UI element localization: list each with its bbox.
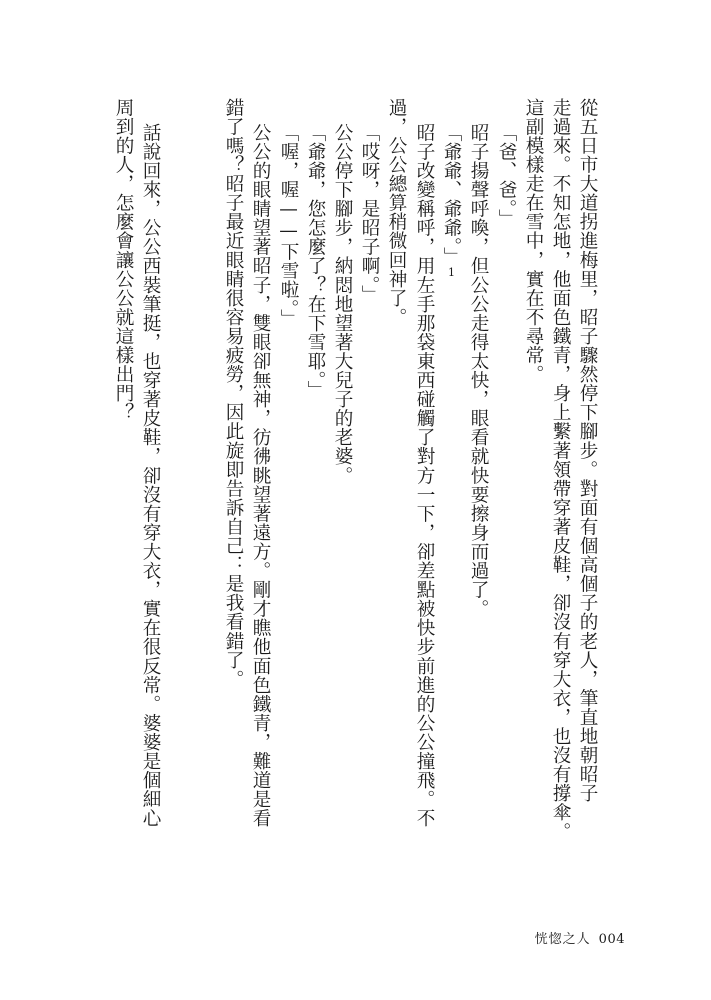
text-column-15: 話說回來，公公西裝筆挺，也穿著皮鞋，卻沒有穿大衣，實在很反常。婆婆是個細心 bbox=[140, 123, 161, 828]
text-column-14: 錯了嗎？昭子最近眼睛很容易疲勞，因此旋即告訴自己：是我看錯了。 bbox=[223, 98, 244, 689]
text-column-8: 過，公公總算稍微回神了。 bbox=[386, 98, 407, 327]
footnote-mark: 1 bbox=[445, 266, 458, 280]
text-column-2: 走過來。不知怎地，他面色鐵青，身上繫著領帶穿著皮鞋，卻沒有穿大衣，也沒有撐傘。 bbox=[550, 98, 571, 841]
text-column-4: 「爸、爸。」 bbox=[496, 123, 517, 228]
text-column-1: 從五日市大道拐進梅里，昭子驟然停下腳步。對面有個高個子的老人，筆直地朝昭子 bbox=[577, 98, 598, 803]
page-footer bbox=[535, 928, 625, 947]
text-column-12: 「喔，喔——下雪啦。」 bbox=[278, 123, 299, 329]
text-column-16: 周到的人，怎麼會讓公公就這樣出門？ bbox=[113, 98, 134, 422]
page-number: 004 bbox=[598, 932, 625, 947]
text-column-5: 昭子揚聲呼喚，但公公走得太快，眼看就快要擦身而過了。 bbox=[468, 123, 489, 619]
text-column-9: 「哎呀，是昭子啊。」 bbox=[359, 123, 380, 305]
text-column-6-text: 「爺爺、爺爺。」 bbox=[441, 123, 462, 267]
text-column-7: 昭子改變稱呼，用左手那袋東西碰觸了對方一下，卻差點被快步前進的公公撞飛。不 bbox=[414, 123, 435, 828]
text-column-3: 這副模樣走在雪中，實在不尋常。 bbox=[523, 98, 544, 384]
book-title: 恍惚之人 bbox=[534, 932, 591, 947]
text-column-6 bbox=[439, 123, 463, 280]
text-column-13: 公公的眼睛望著昭子，雙眼卻無神，彷彿眺望著遠方。剛才瞧他面色鐵青，難道是看 bbox=[250, 123, 271, 828]
text-column-10: 公公停下腳步，納悶地望著大兒子的老婆。 bbox=[332, 123, 353, 485]
text-column-11: 「爺爺，您怎麼了？在下雪耶。」 bbox=[305, 123, 326, 400]
